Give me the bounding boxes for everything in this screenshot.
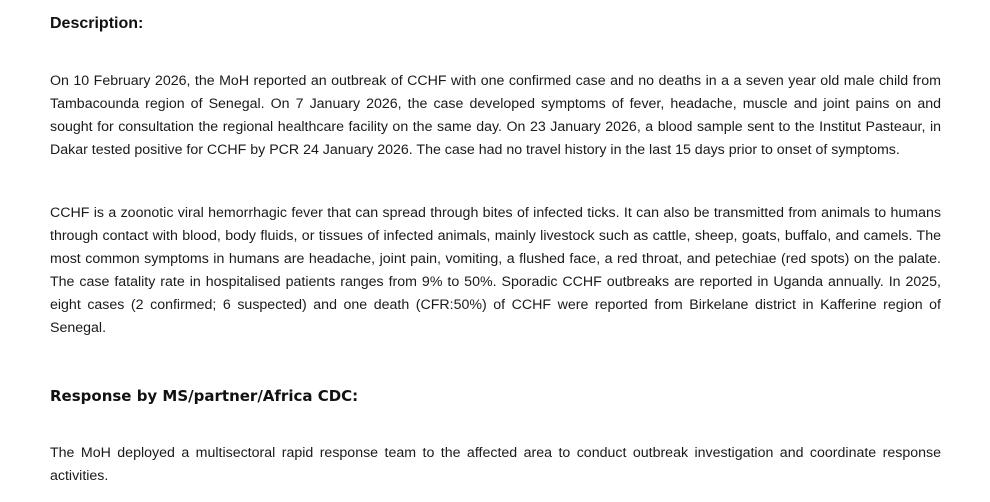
response-paragraph: The MoH deployed a multisectoral rapid response team to the affected area to conduct outbreak investigation and coordinate response activities. [50,445,941,484]
description-heading: Description: [50,15,144,32]
disease-background-paragraph: CCHF is a zoonotic viral hemorrhagic fever that can spread through bites of infected ticks. It can also be transmitted from animals to humans through contact with blood, body fluids, or tissues of infected animals, mainly livestock such as cattle, sheep, goats, buffalo, and camels. The most common symptoms in humans are headache, joint pain, vomiting, a flushed face, a red throat, and petechiae (red spots) on the palate. The case fatality rate in hospitalised patients ranges from 9% to 50%. Sporadic CCHF outbreaks are reported in Uganda annually. In 2025, eight cases (2 confirmed; 6 suspected) and one death (CFR:50%) of CCHF were reported from Birkelane district in Kafferine region of Senegal. [50,205,941,336]
response-heading: Response by MS/partner/Africa CDC: [50,387,359,405]
outbreak-summary-paragraph: On 10 February 2026, the MoH reported an outbreak of CCHF with one confirmed case and no deaths in a a seven year old male child from Tambacounda region of Senegal. On 7 January 2026, the case developed symptoms of fever, headache, muscle and joint pains on and sought for consultation the regional healthcare facility on the same day. On 23 January 2026, a blood sample sent to the Institut Pasteaur, in Dakar tested positive for CCHF by PCR 24 January 2026. The case had no travel history in the last 15 days prior to onset of symptoms. [50,73,941,158]
